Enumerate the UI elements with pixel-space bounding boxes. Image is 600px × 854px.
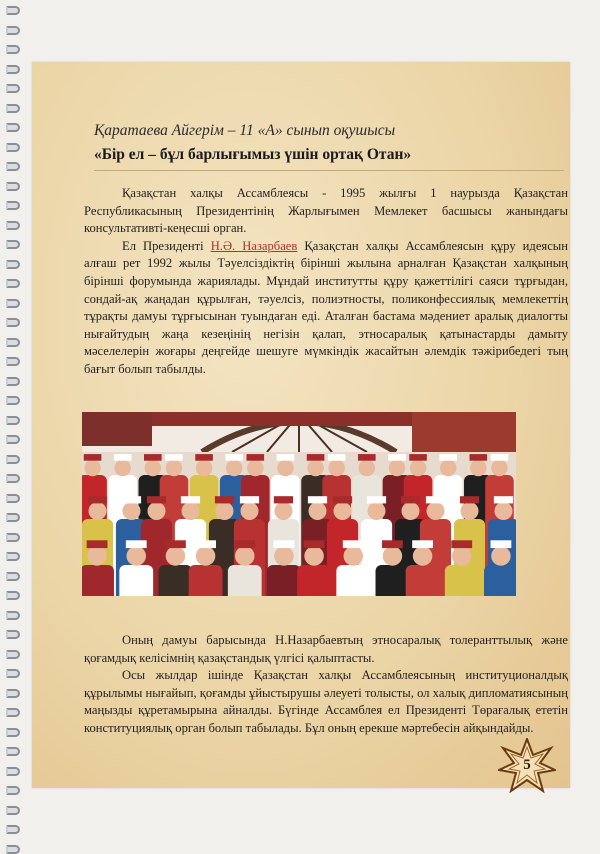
- binding-ring: [6, 26, 20, 35]
- spiral-binding: [6, 0, 28, 851]
- person-head: [410, 460, 427, 477]
- person-figure: [267, 565, 301, 596]
- binding-ring: [6, 299, 20, 308]
- person-headwear: [274, 496, 293, 503]
- person-headwear: [491, 454, 509, 461]
- paragraph-2: [84, 238, 568, 379]
- person-head: [226, 460, 243, 477]
- binding-ring: [6, 435, 20, 444]
- title-divider: [94, 170, 564, 171]
- person-headwear: [215, 496, 234, 503]
- person-head: [495, 502, 513, 520]
- paragraph-2-start: Ел Президенті: [122, 238, 211, 253]
- person-head: [148, 502, 166, 520]
- binding-ring: [6, 318, 20, 327]
- person-head: [216, 502, 234, 520]
- person-head: [307, 460, 324, 477]
- binding-ring: [6, 260, 20, 269]
- person-figure: [119, 565, 153, 596]
- person-head: [89, 502, 107, 520]
- person-headwear: [240, 496, 259, 503]
- person-head: [166, 460, 183, 477]
- binding-ring: [6, 6, 20, 15]
- binding-ring: [6, 162, 20, 171]
- binding-ring: [6, 806, 20, 815]
- person-headwear: [328, 454, 346, 461]
- person-headwear: [274, 540, 295, 548]
- person-figure: [376, 565, 410, 596]
- person-head: [274, 546, 294, 566]
- binding-ring: [6, 240, 20, 249]
- person-figure: [159, 565, 193, 596]
- person-headwear: [494, 496, 513, 503]
- binding-ring: [6, 474, 20, 483]
- person-headwear: [144, 454, 162, 461]
- paragraph-1: Қазақстан халқы Ассамблеясы - 1995 жылғы 1 наурызда Қазақстан Республикасының Президентінің Жарлығымен Мемлекет басшысы жанындағы консультативті-кеңесші орган.: [84, 186, 568, 236]
- binding-ring: [6, 786, 20, 795]
- binding-ring: [6, 65, 20, 74]
- president-link[interactable]: Н.Ә. Назарбаев: [210, 238, 298, 253]
- person-head: [196, 460, 213, 477]
- person-figure: [189, 565, 223, 596]
- person-head: [334, 502, 352, 520]
- person-headwear: [333, 496, 352, 503]
- person-headwear: [358, 454, 376, 461]
- intro-text: [84, 185, 568, 379]
- person-head: [84, 460, 101, 477]
- binding-ring: [6, 84, 20, 93]
- binding-ring: [6, 201, 20, 210]
- person-head: [277, 460, 294, 477]
- person-headwear: [165, 540, 186, 548]
- binding-ring: [6, 591, 20, 600]
- person-head: [127, 546, 147, 566]
- person-head: [491, 460, 508, 477]
- person-head: [145, 460, 162, 477]
- person-headwear: [147, 496, 166, 503]
- author-line: Қаратаева Айгерім – 11 «А» сынып оқушысы: [94, 122, 396, 139]
- person-headwear: [88, 496, 107, 503]
- person-headwear: [87, 540, 108, 548]
- person-headwear: [307, 454, 325, 461]
- binding-ring: [6, 669, 20, 678]
- person-headwear: [277, 454, 295, 461]
- assembly-group-photo: [82, 412, 516, 596]
- person-head: [182, 502, 200, 520]
- person-headwear: [401, 496, 420, 503]
- person-head: [275, 502, 293, 520]
- binding-ring: [6, 747, 20, 756]
- person-head: [452, 546, 472, 566]
- binding-ring: [6, 533, 20, 542]
- page-title: «Бір ел – бұл барлығымыз үшін ортақ Отан»: [94, 146, 412, 163]
- person-headwear: [382, 540, 403, 548]
- binding-ring: [6, 416, 20, 425]
- person-headwear: [388, 454, 406, 461]
- binding-ring: [6, 825, 20, 834]
- person-head: [309, 502, 327, 520]
- binding-ring: [6, 845, 20, 854]
- person-headwear: [308, 496, 327, 503]
- binding-ring: [6, 143, 20, 152]
- person-head: [440, 460, 457, 477]
- person-head: [166, 546, 186, 566]
- person-headwear: [304, 540, 325, 548]
- paragraph-4: Осы жылдар ішінде Қазақстан халқы Ассамблеясының институционалдық құрылымы нығайып, қоғамды ұйыстырушы әлеуеті толысты, ол халық дипломатиясының маңызды құретамырына айналды. Бүгінде Ассамблея ел Президенті Төрағалық ететін конституциялық орган болып табылады. Бұл оның ерекше мәртебесін айқындайды.: [84, 668, 568, 735]
- person-headwear: [460, 496, 479, 503]
- binding-ring: [6, 279, 20, 288]
- person-headwear: [451, 540, 472, 548]
- person-headwear: [247, 454, 265, 461]
- person-headwear: [195, 540, 216, 548]
- person-head: [304, 546, 324, 566]
- person-head: [328, 460, 345, 477]
- person-headwear: [181, 496, 200, 503]
- person-head: [247, 460, 264, 477]
- person-headwear: [122, 496, 141, 503]
- binding-ring: [6, 104, 20, 113]
- closing-text: [84, 632, 568, 738]
- person-headwear: [367, 496, 386, 503]
- person-head: [241, 502, 259, 520]
- person-headwear: [234, 540, 255, 548]
- binding-ring: [6, 494, 20, 503]
- person-headwear: [165, 454, 183, 461]
- binding-ring: [6, 572, 20, 581]
- binding-ring: [6, 396, 20, 405]
- person-head: [413, 546, 433, 566]
- person-figure: [445, 565, 479, 596]
- person-headwear: [126, 540, 147, 548]
- person-head: [359, 460, 376, 477]
- person-head: [389, 460, 406, 477]
- binding-ring: [6, 45, 20, 54]
- person-figure: [484, 565, 516, 596]
- person-head: [235, 546, 255, 566]
- binding-ring: [6, 221, 20, 230]
- binding-ring: [6, 377, 20, 386]
- paragraph-3: Оның дамуы барысында Н.Назарбаевтың этносаралық толеранттылық және қоғамдық келісімнің қазақстандық үлгісі қалыптасты.: [84, 633, 568, 665]
- person-headwear: [412, 540, 433, 548]
- person-headwear: [491, 540, 512, 548]
- person-head: [383, 546, 403, 566]
- group-photo-illustration: [82, 412, 516, 596]
- person-headwear: [114, 454, 132, 461]
- person-head: [87, 546, 106, 566]
- binding-ring: [6, 650, 20, 659]
- person-head: [368, 502, 386, 520]
- person-headwear: [470, 454, 488, 461]
- person-head: [470, 460, 487, 477]
- binding-ring: [6, 455, 20, 464]
- person-figure: [228, 565, 262, 596]
- binding-ring: [6, 513, 20, 522]
- person-head: [461, 502, 479, 520]
- person-headwear: [84, 454, 102, 461]
- binding-ring: [6, 728, 20, 737]
- person-head: [402, 502, 420, 520]
- binding-ring: [6, 338, 20, 347]
- person-figure: [82, 565, 114, 596]
- person-head: [196, 546, 216, 566]
- person-headwear: [343, 540, 364, 548]
- binding-ring: [6, 357, 20, 366]
- person-headwear: [195, 454, 213, 461]
- person-figure: [336, 565, 370, 596]
- person-headwear: [225, 454, 243, 461]
- person-headwear: [409, 454, 427, 461]
- person-headwear: [439, 454, 457, 461]
- person-head: [123, 502, 141, 520]
- binding-ring: [6, 552, 20, 561]
- page-number: 5: [523, 757, 531, 773]
- person-headwear: [426, 496, 445, 503]
- binding-ring: [6, 767, 20, 776]
- binding-ring: [6, 689, 20, 698]
- person-head: [491, 546, 511, 566]
- person-head: [344, 546, 364, 566]
- binding-ring: [6, 123, 20, 132]
- person-figure: [406, 565, 440, 596]
- person-head: [427, 502, 445, 520]
- binding-ring: [6, 182, 20, 191]
- binding-ring: [6, 611, 20, 620]
- person-head: [114, 460, 131, 477]
- person-figure: [297, 565, 331, 596]
- binding-ring: [6, 708, 20, 717]
- binding-ring: [6, 630, 20, 639]
- paragraph-2-rest: Қазақстан халқы Ассамблеясын құру идеясын алғаш рет 1992 жылы Тәуелсіздіктің бірінші жылына арналған Қазақстан халқының бірінші форумында жариялады. Мұндай институтты құру қажеттілігі саяси тұрғыдан, сондай-ақ жаңадан құрылған, тәуелсіз, полиэтносты, поликонфессиялық мемлекеттің тұрақты дамуы тұрғысынан туындаған еді. Аталған бастама мәдениет аралық диалогты нығайтудың жаңа кезеңінің негізін қалап, этносаралық қатынастарды дамыту мәселелерін жоғары деңгейде шешуге мүмкіндік жасайтын әлемдік тәжірибедегі тың бағыт болып табылды.: [84, 238, 568, 376]
